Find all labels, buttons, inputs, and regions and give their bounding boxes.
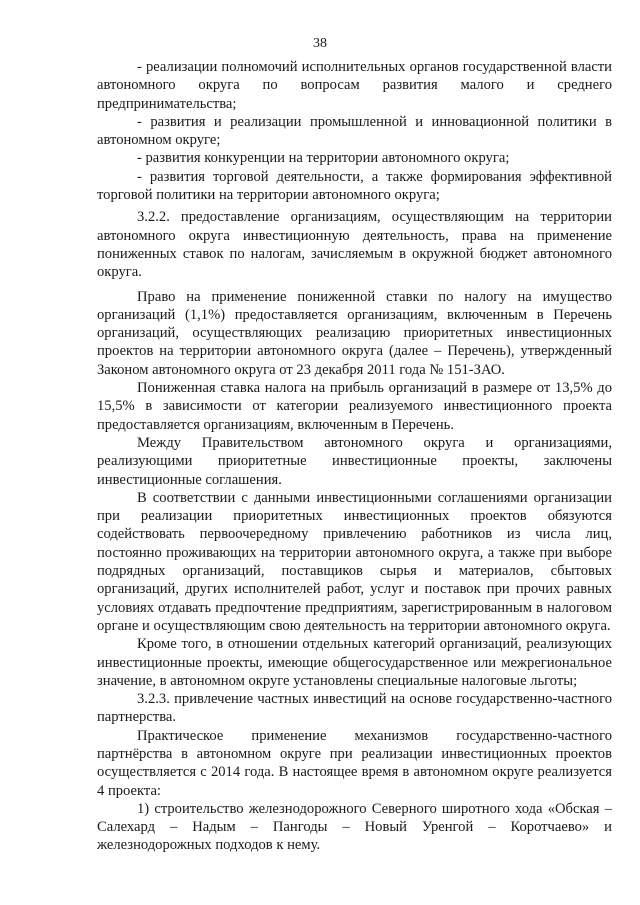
page-number: 38 — [313, 36, 327, 51]
paragraph: 3.2.3. привлечение частных инвестиций на основе государственно-частного партнерства. — [97, 691, 612, 726]
paragraph: Пониженная ставка налога на прибыль организаций в размере от 13,5% до 15,5% в зависимости от категории реализуемого инвестиционного проекта предоставляется организациям, включенным в Перечень. — [97, 380, 612, 433]
paragraph: Практическое применение механизмов государственно-частного партнёрства в автономном округе при реализации инвестиционных проектов осуществляется с 2014 года. В настоящее время в автономном округе реализуется 4 проекта: — [97, 727, 612, 799]
paragraph: Между Правительством автономного округа и организациями, реализующими приоритетные инвестиционные проекты, заключены инвестиционные соглашения. — [97, 434, 612, 488]
paragraph: 3.2.2. предоставление организациям, осуществляющим на территории автономного округа инвестиционную деятельность, права на применение пониженных ставок по налогам, зачисляемым в окружной бюджет автономного округа. — [97, 209, 612, 281]
paragraph: Право на применение пониженной ставки по налогу на имущество организаций (1,1%) предоставляется организациям, включенным в Перечень организаций, осуществляющих реализацию приоритетных инвестиционных проектов на территории автономного округа (далее – Перечень), утвержденный Законом автономного округа от 23 декабря 2011 года № 151-ЗАО. — [97, 288, 612, 378]
paragraph: - развития конкуренции на территории автономного округа; — [137, 150, 510, 167]
paragraph: Кроме того, в отношении отдельных категорий организаций, реализующих инвестиционные проекты, имеющие общегосударственное или межрегиональное значение, в автономном округе установлены специальные налоговые льготы; — [97, 636, 612, 689]
paragraph: - развития и реализации промышленной и инновационной политики в автономном округе; — [97, 113, 612, 149]
paragraph: - развития торговой деятельности, а также формирования эффективной торговой политики на территории автономного округа; — [97, 168, 612, 204]
paragraph: 1) строительство железнодорожного Северного широтного хода «Обская – Салехард – Надым – Пангоды – Новый Уренгой – Коротчаево» и железнодорожных подходов к нему. — [97, 800, 612, 854]
document-body — [97, 58, 612, 855]
paragraph: - реализации полномочий исполнительных органов государственной власти автономного округа по вопросам развития малого и среднего предпринимательства; — [97, 59, 612, 112]
paragraph: В соответствии с данными инвестиционными соглашениями организации при реализации приоритетных инвестиционных проектов обязуются содействовать первоочередному привлечению работников из числа лиц, постоянно проживающих на территории автономного округа, а также при выборе подрядных организаций, поставщиков сырья и материалов, сбытовых организаций, других исполнителей работ, услуг и поставок при прочих равных условиях отдавать предпочтение предприятиям, зарегистрированным в налоговом органе и осуществляющим свою деятельность на территории автономного округа. — [97, 489, 612, 634]
